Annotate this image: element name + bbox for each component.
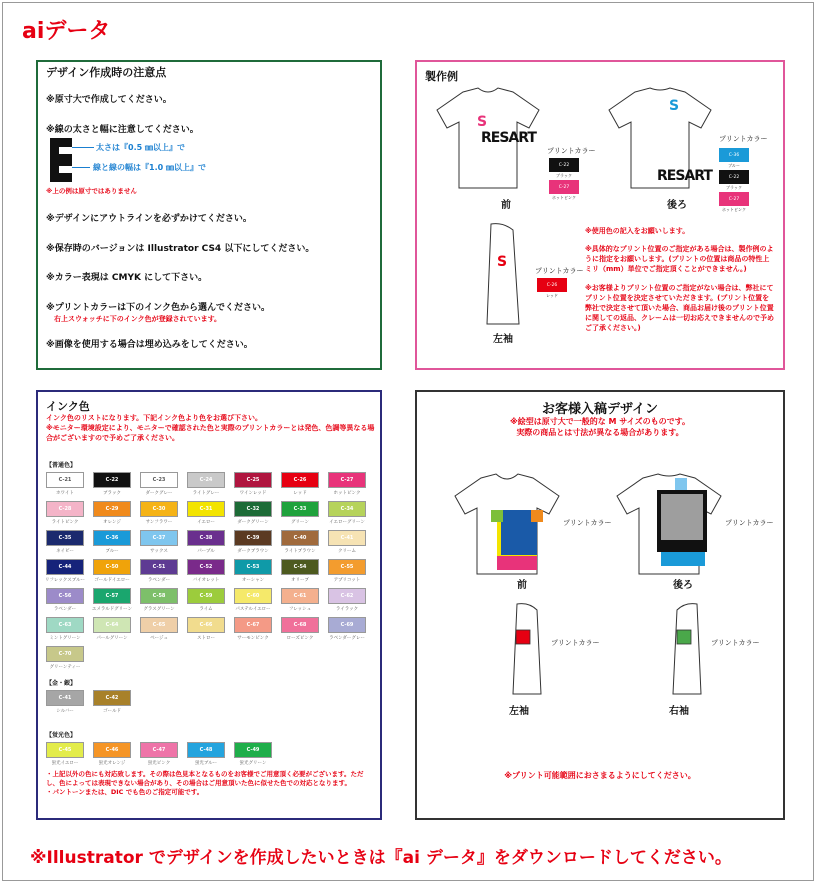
customer-sub-1: ※絵型は原寸大で一般的な M サイズのものです。 — [509, 417, 691, 426]
ink-swatch-label: ライラック — [335, 607, 359, 612]
front-label: 前 — [501, 200, 511, 211]
customer-panel — [415, 390, 785, 820]
ink-swatch[interactable]: C-70 — [46, 646, 84, 662]
thickness-leader — [72, 147, 94, 148]
notes-panel — [36, 60, 382, 370]
ink-swatch[interactable]: C-66 — [187, 617, 225, 633]
ink-swatch-label: バイオレット — [192, 578, 220, 583]
ink-bottom-notes — [46, 770, 376, 797]
ink-swatch[interactable]: C-25 — [234, 472, 272, 488]
ink-swatch-label: ダークブラウン — [237, 549, 269, 554]
ink-swatch-label: エメラルドグリーン — [91, 607, 133, 612]
note-2: ※線の太さと幅に注意してください。 — [46, 125, 199, 135]
group-metal-label: 【金・銀】 — [46, 680, 77, 687]
ink-swatch[interactable]: C-57 — [93, 588, 131, 604]
customer-right-label: 右袖 — [669, 706, 689, 717]
ink-swatch-label: パールグリーン — [96, 636, 128, 641]
customer-front-print-color: プリントカラー — [563, 519, 612, 527]
customer-back-print-color: プリントカラー — [725, 519, 774, 527]
ink-swatch-label: サンフラワー — [145, 520, 173, 525]
ink-swatch-label: オリーブ — [291, 578, 309, 583]
ink-bottom-2: ・パントーンまたは、DIC でも色のご指定可能です。 — [46, 788, 204, 797]
ink-swatch[interactable]: C-30 — [140, 501, 178, 517]
ink-swatch[interactable]: C-34 — [328, 501, 366, 517]
ink-swatch[interactable]: C-47 — [140, 742, 178, 758]
ink-swatch[interactable]: C-55 — [328, 559, 366, 575]
group-normal-label: 【普通色】 — [46, 462, 77, 469]
ink-swatch[interactable]: C-63 — [46, 617, 84, 633]
ink-swatch[interactable]: C-52 — [187, 559, 225, 575]
sleeve-chip-label: レッド — [546, 293, 558, 298]
ink-swatch-label: ブルー — [105, 549, 119, 554]
ink-heading: インク色 — [46, 400, 90, 413]
ink-swatch[interactable]: C-24 — [187, 472, 225, 488]
customer-right-sleeve — [667, 602, 707, 702]
ink-swatch-label: ベージュ — [150, 636, 168, 641]
ink-swatch-label: ストロー — [197, 636, 215, 641]
ink-swatch-label: ゴールド — [103, 709, 121, 714]
ink-swatch-label: イエローグリーン — [329, 520, 365, 525]
ink-swatch[interactable]: C-36 — [93, 530, 131, 546]
e-disclaimer: ※上の例は原寸ではありません — [46, 187, 137, 195]
ink-swatch-label: リフレックスブルー — [44, 578, 86, 583]
ink-swatch[interactable]: C-28 — [46, 501, 84, 517]
back-logo: RESART — [657, 168, 712, 184]
front-chip: C-22 — [549, 158, 579, 172]
back-label: 後ろ — [667, 200, 687, 211]
thickness-note: 太さは『0.5 ㎜以上』で — [96, 143, 185, 152]
customer-left-label: 左袖 — [509, 706, 529, 717]
customer-front-label: 前 — [517, 580, 527, 591]
customer-front-shirt — [451, 470, 563, 580]
ink-swatch-label: ホットピンク — [333, 491, 361, 496]
ink-swatch-label: シルバー — [56, 709, 74, 714]
sleeve-s-mark: S — [497, 254, 508, 270]
customer-bottom-note: ※プリント可能範囲におさまるようにしてください。 — [504, 771, 696, 780]
example-panel — [415, 60, 785, 370]
note-7: ※画像を使用する場合は埋め込みをしてください。 — [46, 340, 253, 350]
ink-swatch-label: パープル — [197, 549, 215, 554]
ink-swatch-label: グラスグリーン — [143, 607, 175, 612]
ink-swatch-label: オーシャン — [241, 578, 265, 583]
back-s-mark: S — [669, 98, 680, 114]
ink-swatch[interactable]: C-56 — [46, 588, 84, 604]
customer-heading: お客様入稿デザイン — [541, 402, 659, 417]
customer-back-shirt — [613, 470, 725, 580]
ink-swatch-label: イエロー — [197, 520, 215, 525]
note-6-sub: 右上スウォッチに下のインク色が登録されています。 — [54, 315, 222, 323]
front-chip: C-27 — [549, 180, 579, 194]
ink-swatch[interactable]: C-23 — [140, 472, 178, 488]
ink-swatch[interactable]: C-42 — [93, 690, 131, 706]
note-4: ※保存時のバージョンは Illustrator CS4 以下にしてください。 — [46, 244, 315, 254]
note-3: ※デザインにアウトラインを必ずかけてください。 — [46, 214, 252, 224]
ink-swatch-label: ライトブラウン — [284, 549, 316, 554]
back-chip-label: ブラック — [726, 185, 742, 190]
remark-2: ※具体的なプリント位置のご指定がある場合は、製作例のように指定をお願いします。(プリントの位置は商品の特性上ミリ（mm）単位でご指定頂くことができません。) — [585, 245, 774, 274]
ink-swatch-label: サーモンピンク — [237, 636, 269, 641]
sleeve-print-color-label: プリントカラー — [535, 267, 584, 275]
ink-swatch-label: アプリコット — [333, 578, 361, 583]
customer-subtitle — [417, 416, 783, 438]
ink-swatch[interactable]: C-35 — [46, 530, 84, 546]
ink-swatch-label: ワインレッド — [239, 491, 267, 496]
ink-intro-2: ※モニター環境設定により、モニターで確認された色と実際のプリントカラーとは発色、色調等異なる場合がございますので予めご了承ください。 — [46, 423, 375, 442]
ink-swatch-label: ライム — [199, 607, 213, 612]
ink-swatch-label: ラベンダー — [147, 578, 171, 583]
note-5: ※カラー表現は CMYK にして下さい。 — [46, 273, 208, 283]
ink-swatch[interactable]: C-49 — [234, 742, 272, 758]
ink-swatch-label: グリーンティー — [49, 665, 81, 670]
ink-swatch[interactable]: C-32 — [234, 501, 272, 517]
ink-swatch[interactable]: C-33 — [281, 501, 319, 517]
ink-swatch[interactable]: C-69 — [328, 617, 366, 633]
sleeve-label: 左袖 — [493, 334, 513, 345]
ink-swatch[interactable]: C-60 — [234, 588, 272, 604]
ink-swatch[interactable]: C-67 — [234, 617, 272, 633]
ink-swatch-label: 蛍光ピンク — [147, 761, 171, 766]
front-s-mark: S — [477, 114, 488, 130]
ink-swatch-label: ダークグリーン — [237, 520, 269, 525]
ink-swatch[interactable]: C-37 — [140, 530, 178, 546]
sleeve-outline — [483, 222, 523, 332]
ink-swatch-label: フレッシュ — [288, 607, 312, 612]
ink-swatch-label: 蛍光イエロー — [51, 761, 79, 766]
sleeve-chip: C-26 — [537, 278, 567, 292]
example-heading: 製作例 — [425, 70, 458, 83]
ink-swatch-label: ネイビー — [56, 549, 74, 554]
ink-swatch[interactable]: C-31 — [187, 501, 225, 517]
ink-intro-1: インク色のリストになります。下記インク色より色をお選び下さい。 — [46, 414, 263, 422]
ink-swatch[interactable]: C-29 — [93, 501, 131, 517]
ink-swatch[interactable]: C-53 — [234, 559, 272, 575]
ink-bottom-1: ・上記以外の色にも対応致します。その際は色見本となるものをお客様でご用意頂く必要がございます。ただし、色によっては表現できない場合があり、その場合はご用意頂いた色に似せた色での対応となります。 — [46, 770, 364, 788]
ink-swatch[interactable]: C-22 — [93, 472, 131, 488]
customer-left-sleeve — [507, 602, 547, 702]
ink-panel — [36, 390, 382, 820]
sample-e-glyph — [50, 138, 72, 182]
ink-swatch-label: レッド — [293, 491, 307, 496]
download-footer: ※Illustrator でデザインを作成したいときは『ai データ』をダウンロードしてください。 — [30, 848, 732, 868]
front-print-color-label: プリントカラー — [547, 147, 596, 155]
ink-swatch[interactable]: C-21 — [46, 472, 84, 488]
ink-swatch[interactable]: C-27 — [328, 472, 366, 488]
ink-swatch[interactable]: C-50 — [93, 559, 131, 575]
ink-swatch-label: サックス — [150, 549, 168, 554]
ink-swatch[interactable]: C-39 — [234, 530, 272, 546]
spacing-note: 線と線の幅は『1.0 ㎜以上』で — [93, 163, 206, 172]
ink-swatch[interactable]: C-54 — [281, 559, 319, 575]
front-chip-label: ホットピンク — [552, 195, 576, 200]
front-chip-label: ブラック — [556, 173, 572, 178]
ink-swatch-label: 蛍光ブルー — [194, 761, 218, 766]
ink-swatch-label: ブラック — [103, 491, 121, 496]
ink-swatch-label: オレンジ — [103, 520, 121, 525]
ink-swatch[interactable]: C-46 — [93, 742, 131, 758]
ink-swatch[interactable]: C-44 — [46, 559, 84, 575]
ink-swatch[interactable]: C-64 — [93, 617, 131, 633]
ink-swatch[interactable]: C-65 — [140, 617, 178, 633]
back-chip: C-22 — [719, 170, 749, 184]
ink-swatch[interactable]: C-48 — [187, 742, 225, 758]
back-chip: C-36 — [719, 148, 749, 162]
ink-swatch[interactable]: C-40 — [281, 530, 319, 546]
ink-swatch-label: ローズピンク — [286, 636, 314, 641]
front-logo: RESART — [481, 130, 536, 146]
ink-swatch[interactable]: C-41 — [328, 530, 366, 546]
page-title: aiデータ — [22, 19, 111, 44]
ink-swatch[interactable]: C-45 — [46, 742, 84, 758]
ink-swatch-label: 蛍光グリーン — [239, 761, 267, 766]
group-fluor-label: 【蛍光色】 — [46, 732, 77, 739]
ink-swatch-label: ラベンダー — [53, 607, 77, 612]
back-chip-label: ホットピンク — [722, 207, 746, 212]
remark-3: ※お客様よりプリント位置のご指定がない場合は、弊社にてプリント位置を決定させていただきます。(プリント位置を弊社で決定させて頂いた場合、商品お届け後のプリント位置に関しての返品、クレームは一切お応えできませんので予めご了承ください。) — [585, 283, 774, 333]
ink-swatch[interactable]: C-61 — [281, 588, 319, 604]
ink-swatch-label: ラベンダーグレー — [329, 636, 365, 641]
ink-swatch[interactable]: C-59 — [187, 588, 225, 604]
ink-swatch-label: ライトピンク — [51, 520, 79, 525]
ink-swatch[interactable]: C-58 — [140, 588, 178, 604]
ink-swatch[interactable]: C-51 — [140, 559, 178, 575]
customer-back-label: 後ろ — [673, 580, 693, 591]
ink-swatch[interactable]: C-68 — [281, 617, 319, 633]
ink-swatch-label: 蛍光オレンジ — [98, 761, 126, 766]
note-1: ※原寸大で作成してください。 — [46, 95, 172, 105]
notes-heading: デザイン作成時の注意点 — [46, 66, 167, 79]
back-chip: C-27 — [719, 192, 749, 206]
spacing-leader — [72, 167, 90, 168]
ink-swatch[interactable]: C-26 — [281, 472, 319, 488]
customer-right-print-color: プリントカラー — [711, 639, 760, 647]
ink-intro — [46, 414, 376, 443]
ink-swatch-label: ライトグレー — [192, 491, 220, 496]
ink-swatch-label: ホワイト — [56, 491, 74, 496]
ink-swatch-label: ゴールドイエロー — [94, 578, 130, 583]
ink-swatch-label: ダークグレー — [145, 491, 173, 496]
remark-1: ※使用色の記入をお願いします。 — [585, 227, 690, 235]
ink-swatch-label: パステルイエロー — [235, 607, 271, 612]
ink-swatch[interactable]: C-62 — [328, 588, 366, 604]
customer-left-print-color: プリントカラー — [551, 639, 600, 647]
back-print-color-label: プリントカラー — [719, 135, 768, 143]
ink-swatch[interactable]: C-38 — [187, 530, 225, 546]
ink-swatch-label: ミントグリーン — [49, 636, 81, 641]
ink-swatch-label: グリーン — [291, 520, 309, 525]
note-6: ※プリントカラーは下のインク色から選んでください。 — [46, 303, 270, 313]
ink-swatch[interactable]: C-41 — [46, 690, 84, 706]
ink-swatch-label: クリーム — [338, 549, 356, 554]
example-remarks — [585, 226, 775, 333]
back-chip-label: ブルー — [728, 163, 740, 168]
customer-sub-2: 実際の商品とは寸法が異なる場合があります。 — [516, 428, 684, 438]
